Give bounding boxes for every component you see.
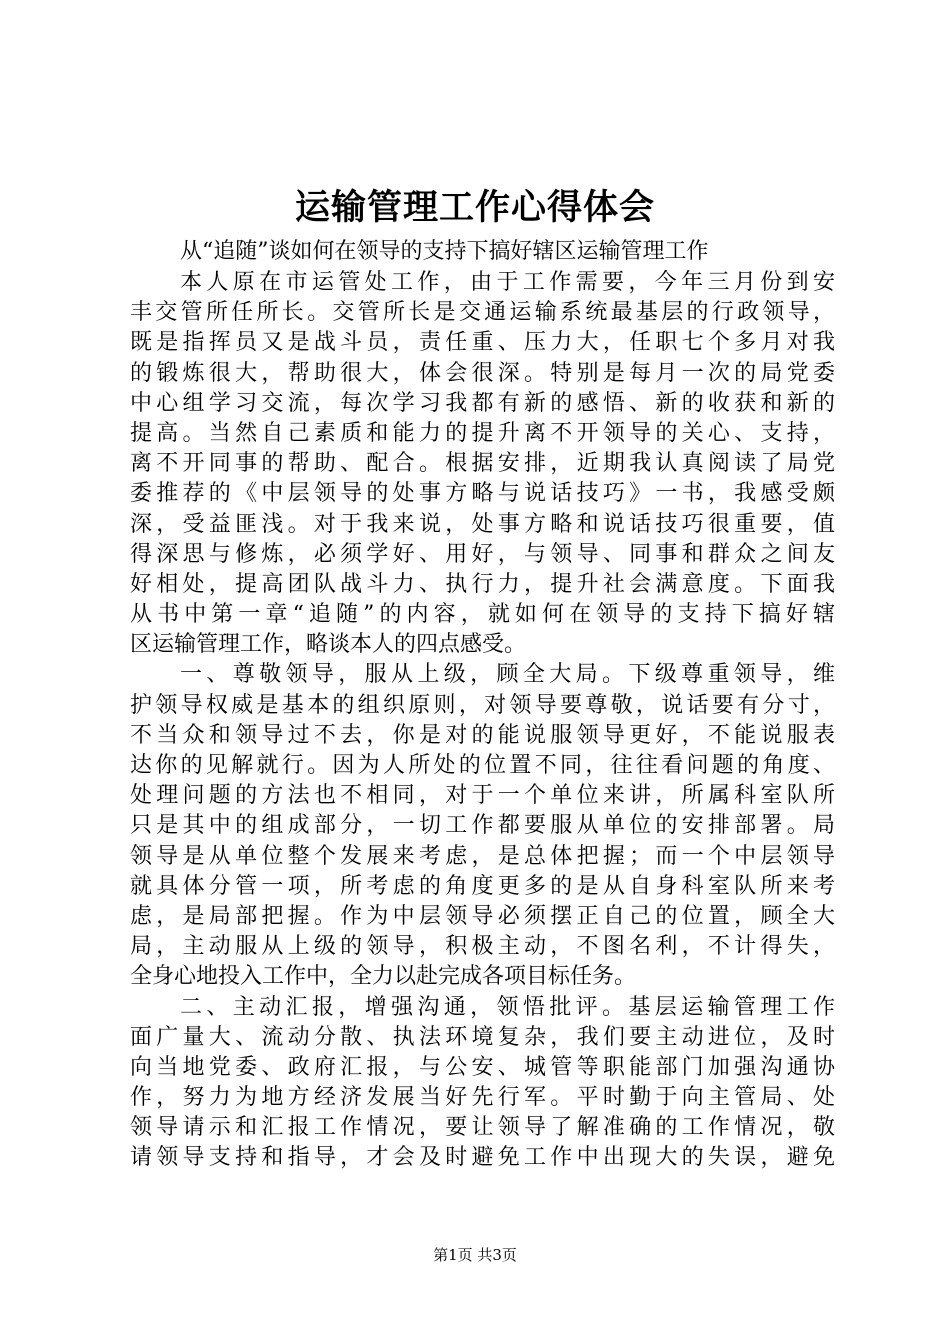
body-line: 从书中第一章“追随”的内容，就如何在领导的支持下搞好辖: [130, 602, 835, 628]
body-line: 离不开同事的帮助、配合。根据安排，近期我认真阅读了局党: [130, 451, 835, 477]
body-line: 虑，是局部把握。作为中层领导必须摆正自己的位置，顾全大: [130, 903, 835, 929]
document-title: 运输管理工作心得体会: [294, 187, 655, 228]
body-line: 好相处，提高团队战斗力、执行力，提升社会满意度。下面我: [130, 571, 835, 597]
body-line: 提高。当然自己素质和能力的提升离不开领导的关心、支持，: [130, 420, 835, 446]
body-line: 不当众和领导过不去，你是对的能说服领导更好，不能说服表: [130, 722, 835, 748]
body-line: 深，受益匪浅。对于我来说，处事方略和说话技巧很重要，值: [130, 511, 835, 537]
page-footer: 第1页 共3页: [433, 1246, 517, 1264]
body-line: 领导是从单位整个发展来考虑，是总体把握；而一个中层领导: [130, 843, 835, 869]
body-line: 得深思与修炼，必须学好、用好，与领导、同事和群众之间友: [130, 541, 835, 567]
body-line: 二、主动汇报，增强沟通，领悟批评。基层运输管理工作: [180, 994, 835, 1020]
body-line: 丰交管所任所长。交管所长是交通运输系统最基层的行政领导，: [130, 300, 835, 326]
body-line: 就具体分管一项，所考虑的角度更多的是从自身科室队所来考: [130, 873, 835, 899]
body-line: 护领导权威是基本的组织原则，对领导要尊敬，说话要有分寸，: [130, 692, 835, 718]
body-line: 中心组学习交流，每次学习我都有新的感悟、新的收获和新的: [130, 390, 835, 416]
body-line: 向当地党委、政府汇报，与公安、城管等职能部门加强沟通协: [130, 1054, 835, 1080]
body-line: 一、尊敬领导，服从上级，顾全大局。下级尊重领导，维: [180, 662, 835, 688]
body-line: 达你的见解就行。因为人所处的位置不同，往往看问题的角度、: [130, 753, 835, 778]
body-line: 面广量大、流动分散、执法环境复杂，我们要主动进位，及时: [130, 1024, 835, 1050]
body-line: 区运输管理工作，略谈本人的四点感受。: [130, 632, 527, 658]
body-line: 请领导支持和指导，才会及时避免工作中出现大的失误，避免: [130, 1145, 835, 1171]
body-line: 的锻炼很大，帮助很大，体会很深。特别是每月一次的局党委: [130, 360, 835, 386]
body-line: 处理问题的方法也不相同，对于一个单位来讲，所属科室队所: [130, 783, 835, 809]
body-line: 既是指挥员又是战斗员，责任重、压力大，任职七个多月对我: [130, 330, 835, 356]
body-line: 局，主动服从上级的领导，积极主动，不图名利，不计得失，: [130, 934, 835, 960]
body-line: 委推荐的《中层领导的处事方略与说话技巧》一书，我感受颇: [130, 481, 835, 507]
body-line: 本人原在市运管处工作，由于工作需要，今年三月份到安: [180, 270, 835, 295]
body-line: 领导请示和汇报工作情况，要让领导了解准确的工作情况，敬: [130, 1115, 835, 1141]
body-line: 只是其中的组成部分，一切工作都要服从单位的安排部署。局: [130, 813, 835, 839]
body-line: 全身心地投入工作中，全力以赴完成各项目标任务。: [130, 964, 637, 990]
document-subtitle: 从“追随”谈如何在领导的支持下搞好辖区运输管理工作: [180, 239, 709, 264]
body-line: 作，努力为地方经济发展当好先行军。平时勤于向主管局、处: [130, 1085, 835, 1111]
document-body: [130, 268, 835, 1174]
